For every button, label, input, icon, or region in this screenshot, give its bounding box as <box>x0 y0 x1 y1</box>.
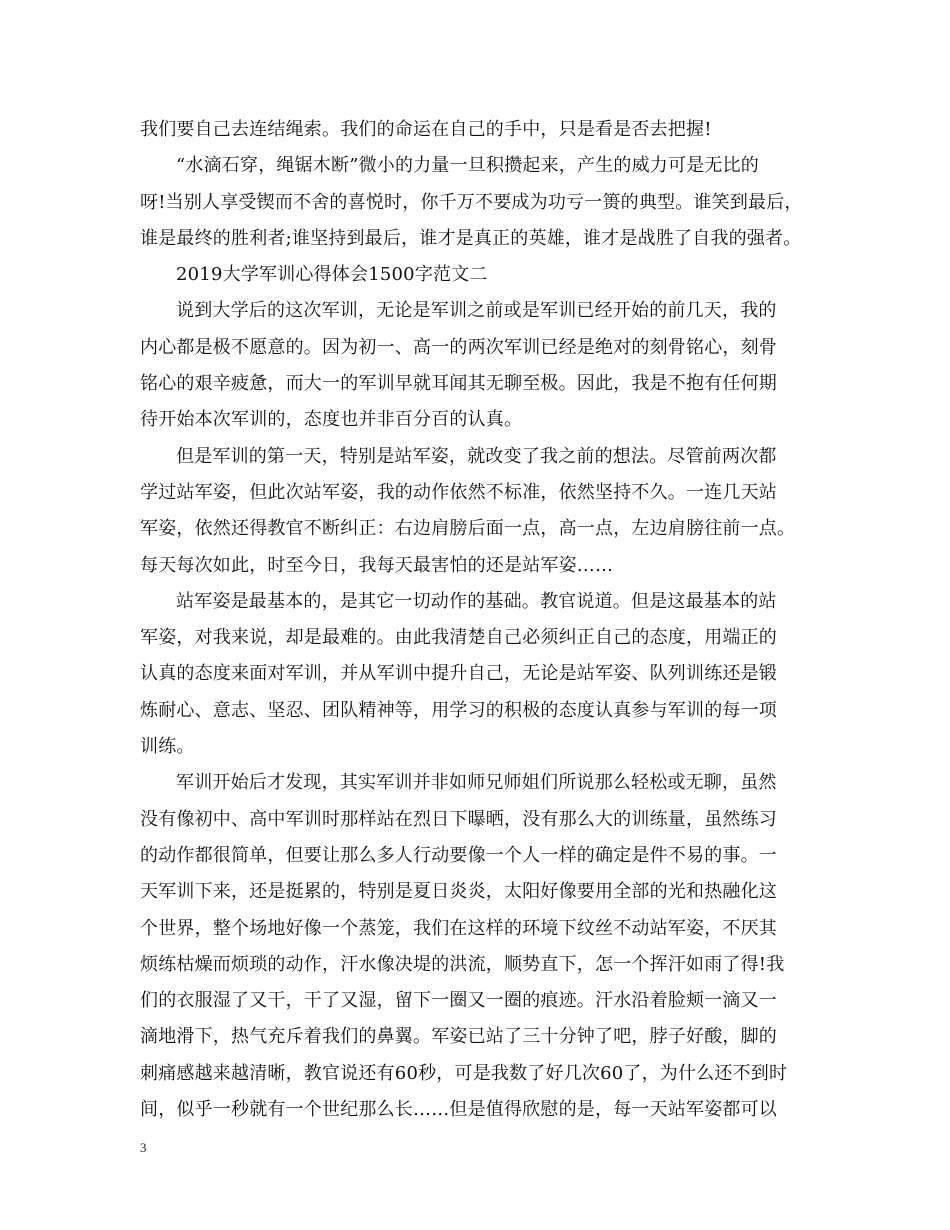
text-line: 间，似乎一秒就有一个世纪那么长……但是值得欣慰的是，每一天站军姿都可以 <box>140 1099 777 1121</box>
text-line: 的动作都很简单，但要让那么多人行动要像一个人一样的确定是件不易的事。一 <box>140 844 777 866</box>
text-line: “水滴石穿，绳锯木断”微小的力量一旦积攒起来，产生的威力可是无比的 <box>176 155 760 177</box>
text-line: 军训开始后才发现，其实军训并非如师兄师姐们所说那么轻松或无聊，虽然 <box>176 772 777 794</box>
text-line: 学过站军姿，但此次站军姿，我的动作依然不标准，依然坚持不久。一连几天站 <box>140 481 777 503</box>
text-line: 没有像初中、高中军训时那样站在烈日下曝晒，没有那么大的训练量，虽然练习 <box>140 808 777 830</box>
text-line: 每天每次如此，时至今日，我每天最害怕的还是站军姿…… <box>140 554 614 576</box>
text-line: 铭心的艰辛疲惫，而大一的军训早就耳闻其无聊至极。因此，我是不抱有任何期 <box>140 373 777 395</box>
text-line: 但是军训的第一天，特别是站军姿，就改变了我之前的想法。尽管前两次都 <box>176 445 777 467</box>
page-number: 3 <box>140 1140 147 1155</box>
text-line: 天军训下来，还是挺累的，特别是夏日炎炎，太阳好像要用全部的光和热融化这 <box>140 881 777 903</box>
text-line: 烦练枯燥而烦琐的动作，汗水像决堤的洪流，顺势直下，怎一个挥汗如雨了得!我 <box>140 953 785 975</box>
text-line: 刺痛感越来越清晰，教官说还有60秒，可是我数了好几次60了，为什么还不到时 <box>140 1062 788 1084</box>
text-line: 军姿，依然还得教官不断纠正：右边肩膀后面一点，高一点，左边肩膀往前一点。 <box>140 518 796 540</box>
text-line: 军姿，对我来说，却是最难的。由此我清楚自己必须纠正自己的态度，用端正的 <box>140 627 777 649</box>
text-line: 说到大学后的这次军训，无论是军训之前或是军训已经开始的前几天，我的 <box>176 300 777 322</box>
text-line: 谁是最终的胜利者;谁坚持到最后，谁才是真正的英雄，谁才是战胜了自我的强者。 <box>140 227 802 249</box>
text-line: 我们要自己去连结绳索。我们的命运在自己的手中，只是看是否去把握! <box>140 119 712 140</box>
text-line: 内心都是极不愿意的。因为初一、高一的两次军训已经是绝对的刻骨铭心，刻骨 <box>140 336 777 358</box>
text-line: 们的衣服湿了又干，干了又湿，留下一圈又一圈的痕迹。汗水沿着脸颊一滴又一 <box>140 990 777 1012</box>
body-text <box>140 112 820 1128</box>
text-lines <box>140 112 820 1128</box>
text-line: 待开始本次军训的，态度也并非百分百的认真。 <box>140 409 523 431</box>
text-line: 认真的态度来面对军训，并从军训中提升自己，无论是站军姿、队列训练还是锻 <box>140 663 777 685</box>
text-line: 呀!当别人享受锲而不舍的喜悦时，你千万不要成为功亏一篑的典型。谁笑到最后， <box>140 191 803 213</box>
text-line: 个世界，整个场地好像一个蒸笼，我们在这样的环境下纹丝不动站军姿，不厌其 <box>140 917 777 939</box>
section-heading: 2019大学军训心得体会1500字范文二 <box>176 264 488 286</box>
text-line: 训练。 <box>140 736 195 758</box>
text-line: 炼耐心、意志、坚忍、团队精神等，用学习的积极的态度认真参与军训的每一项 <box>140 699 777 721</box>
text-line: 滴地滑下，热气充斥着我们的鼻翼。军姿已站了三十分钟了吧，脖子好酸，脚的 <box>140 1026 777 1048</box>
text-line: 站军姿是最基本的，是其它一切动作的基础。教官说道。但是这最基本的站 <box>176 590 777 612</box>
